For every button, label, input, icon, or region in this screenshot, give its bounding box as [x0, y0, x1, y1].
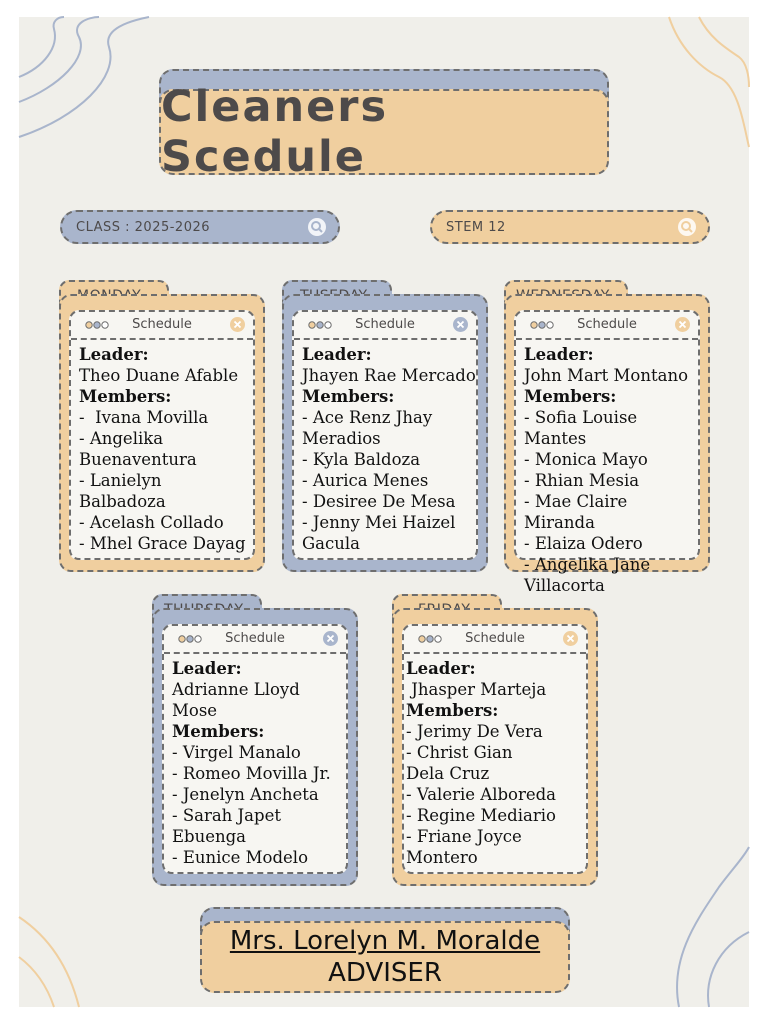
schedule-content: [404, 654, 586, 868]
search-icon: [678, 218, 696, 236]
window-header: [404, 626, 586, 654]
schedule-window: [69, 310, 255, 560]
leader-label: Leader:: [172, 659, 242, 678]
leader-name: Adrianne Lloyd Mose: [172, 680, 300, 720]
member-item: - Friane Joyce Montero: [406, 827, 528, 867]
day-card-friday: [392, 594, 598, 886]
strand-bar: [430, 210, 710, 244]
member-item: - Regine Mediario: [406, 806, 556, 825]
member-item: - Elaiza Odero: [524, 534, 643, 553]
member-item: Gacula: [302, 534, 360, 553]
window-header: [516, 312, 698, 340]
member-item: - Christ Gian: [406, 743, 513, 762]
strand-label: STEM 12: [446, 219, 506, 235]
member-item: - Ivana Movilla: [79, 408, 209, 427]
leader-label: Leader:: [406, 659, 476, 678]
schedule-content: [71, 340, 253, 554]
window-header: [164, 626, 346, 654]
class-bar: [60, 210, 340, 244]
members-label: Members:: [302, 387, 395, 406]
member-item: - Rhian Mesia: [524, 471, 640, 490]
adviser-name: Mrs. Lorelyn M. Moralde: [229, 926, 541, 956]
member-item: - Kyla Baldoza: [302, 450, 421, 469]
member-item: - Aurica Menes: [302, 471, 429, 490]
member-item: - Mae Claire Miranda: [524, 492, 633, 532]
schedule-content: [516, 340, 698, 596]
leader-label: Leader:: [302, 345, 372, 364]
close-icon[interactable]: [323, 631, 338, 646]
window-title: Schedule: [132, 317, 192, 332]
member-item: - Virgel Manalo: [172, 743, 301, 762]
close-icon[interactable]: [675, 317, 690, 332]
member-item: - Jenny Mei Haizel: [302, 513, 456, 532]
title-plate: [159, 82, 609, 182]
day-card-tuesday: [282, 280, 488, 572]
schedule-content: [294, 340, 476, 554]
member-item: - Acelash Collado: [79, 513, 224, 532]
close-icon[interactable]: [230, 317, 245, 332]
member-item: - Lanielyn Balbadoza: [79, 471, 167, 511]
adviser-plate: [200, 921, 570, 993]
schedule-window: [402, 624, 588, 874]
close-icon[interactable]: [453, 317, 468, 332]
search-icon: [308, 218, 326, 236]
window-title: Schedule: [577, 317, 637, 332]
window-title: Schedule: [225, 631, 285, 646]
member-item: - Angelika Jane: [524, 555, 651, 574]
member-item: Villacorta: [524, 576, 605, 595]
member-item: Dela Cruz: [406, 764, 490, 783]
member-item: - Jerimy De Vera: [406, 722, 543, 741]
schedule-window: [162, 624, 348, 874]
leader-name: Jhasper Marteja: [406, 680, 547, 699]
member-item: Meradios: [302, 429, 381, 448]
window-header: [294, 312, 476, 340]
member-item: - Desiree De Mesa: [302, 492, 456, 511]
member-item: - Jenelyn Ancheta: [172, 785, 319, 804]
day-card-thursday: [152, 594, 358, 886]
window-title: Schedule: [465, 631, 525, 646]
schedule-window: [514, 310, 700, 595]
member-item: - Romeo Movilla Jr.: [172, 764, 331, 783]
window-title: Schedule: [355, 317, 415, 332]
schedule-window: [292, 310, 478, 560]
member-item: - Sofia Louise Mantes: [524, 408, 643, 448]
members-label: Members:: [524, 387, 617, 406]
leader-name: Jhayen Rae Mercado: [302, 366, 476, 385]
member-item: - Valerie Alboreda: [406, 785, 557, 804]
member-item: - Sarah Japet Ebuenga: [172, 806, 287, 846]
window-header: [71, 312, 253, 340]
adviser-role: ADVISER: [328, 958, 442, 988]
member-item: - Mhel Grace Dayag: [79, 534, 246, 553]
leader-name: John Mart Montano: [524, 366, 689, 385]
day-card-monday: [59, 280, 265, 572]
member-item: - Angelika: [79, 429, 164, 448]
poster-page: [19, 17, 749, 1007]
member-item: - Ace Renz Jhay: [302, 408, 433, 427]
leader-label: Leader:: [524, 345, 594, 364]
close-icon[interactable]: [563, 631, 578, 646]
members-label: Members:: [79, 387, 172, 406]
schedule-content: [164, 654, 346, 868]
leader-name: Theo Duane Afable: [79, 366, 239, 385]
leader-label: Leader:: [79, 345, 149, 364]
members-label: Members:: [172, 722, 265, 741]
members-label: Members:: [406, 701, 499, 720]
member-item: - Monica Mayo: [524, 450, 648, 469]
class-label: CLASS : 2025-2026: [76, 219, 211, 235]
member-item: - Eunice Modelo: [172, 848, 309, 867]
day-card-wednesday: [504, 280, 710, 595]
page-title: Cleaners Scedule: [161, 82, 389, 182]
member-item: Buenaventura: [79, 450, 197, 469]
